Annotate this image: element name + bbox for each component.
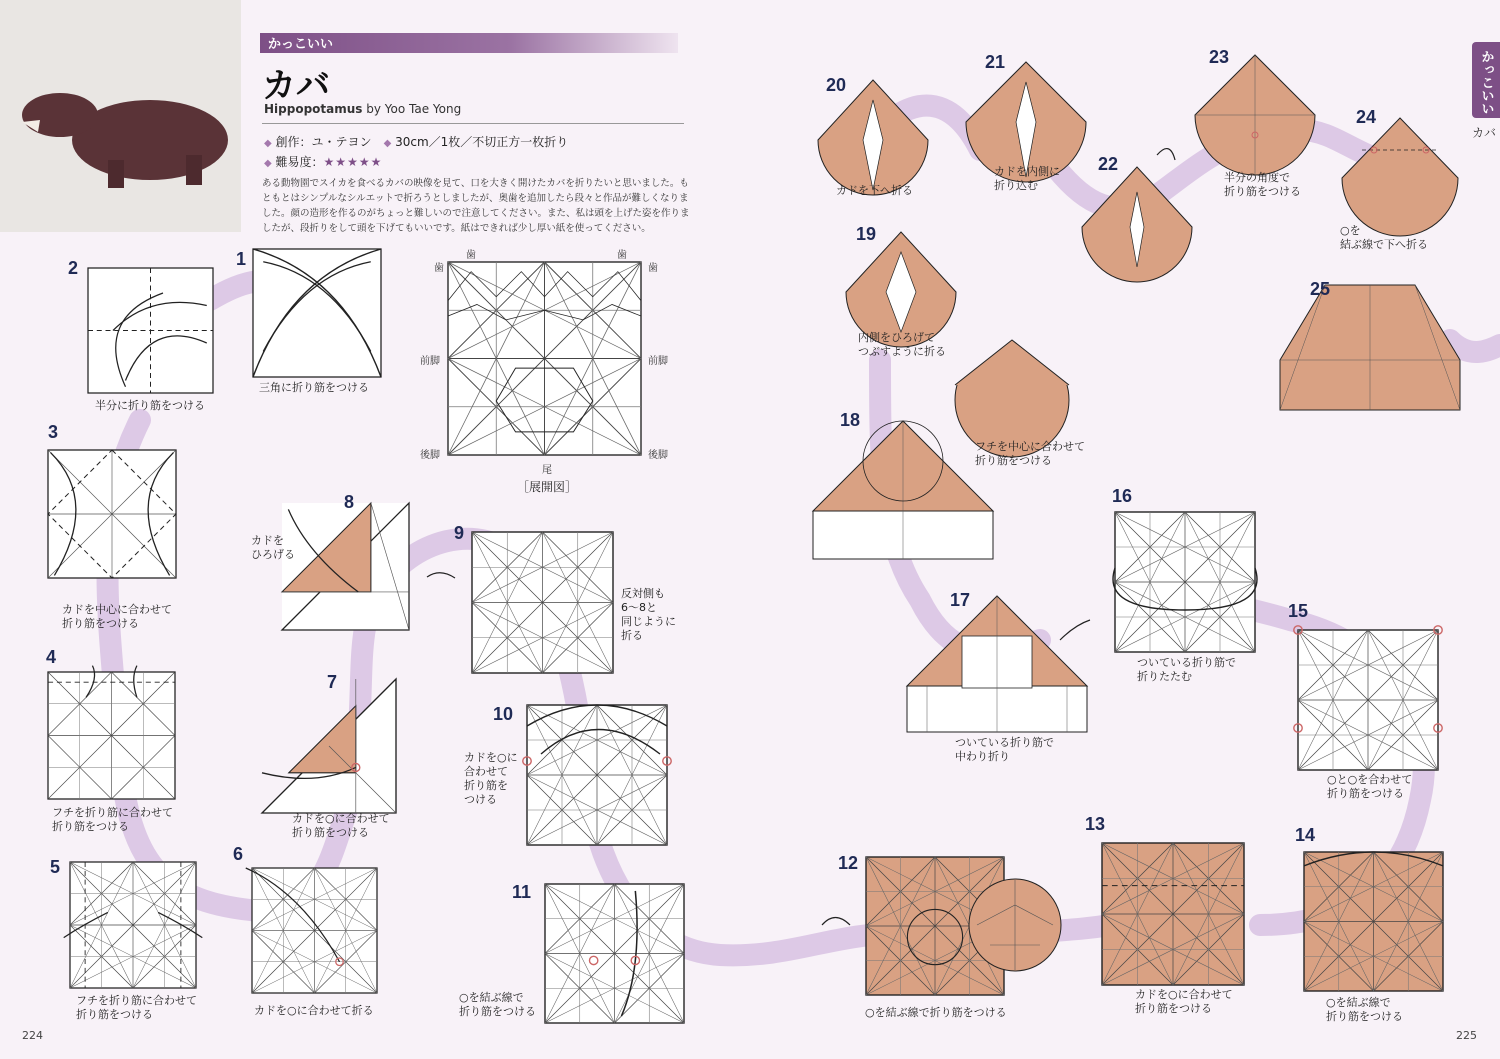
difficulty-stars: ★★★★★ <box>323 155 383 169</box>
step-21-caption: カドを内側に 折り込む <box>994 165 1060 192</box>
meta-size: 30cm／1枚／不切正方一枚折り <box>395 135 569 149</box>
step-25-number: 25 <box>1310 279 1331 299</box>
step-1-number: 1 <box>236 249 247 269</box>
step-11-caption: ○を結ぶ線で 折り筋をつける <box>459 991 536 1018</box>
step-8-number: 8 <box>344 492 355 512</box>
step-13-number: 13 <box>1085 814 1106 834</box>
step-17-caption: ついている折り筋で 中わり折り <box>955 736 1054 763</box>
subtitle-by: by Yoo Tae Yong <box>362 102 462 116</box>
step-12-number: 12 <box>838 853 859 873</box>
subtitle <box>264 102 461 116</box>
step-9-number: 9 <box>454 523 465 543</box>
step-22-number: 22 <box>1098 154 1119 174</box>
step-3-number: 3 <box>48 422 59 442</box>
step-17-number: 17 <box>950 590 971 610</box>
cp-label-teeth-3: 歯 <box>434 263 444 274</box>
meta-difficulty-label: 難易度： <box>275 155 324 169</box>
category-label: かっこいい <box>268 37 334 52</box>
step-10-number: 10 <box>493 704 514 724</box>
hippo-photo <box>0 0 241 232</box>
step-9-caption: 反対側も 6〜8と 同じように 折る <box>621 587 676 642</box>
diamond-icon: ◆ <box>264 138 272 149</box>
cp-label-hind-legs-2: 後脚 <box>648 450 668 461</box>
cp-caption: ［展開図］ <box>517 480 578 494</box>
diamond-icon: ◆ <box>264 158 272 169</box>
cp-label-front-legs-2: 前脚 <box>648 356 668 367</box>
side-label: カバ <box>1472 126 1497 140</box>
step-10-caption: カドを○に 合わせて 折り筋を つける <box>464 751 518 806</box>
side-tab <box>1472 42 1500 118</box>
cp-label-front-legs-1: 前脚 <box>420 356 440 367</box>
step-20-caption: カドを下へ折る <box>836 184 913 197</box>
step-12-caption: ○を結ぶ線で折り筋をつける <box>865 1006 1007 1019</box>
subtitle-en: Hippopotamus <box>264 102 363 116</box>
step-14-number: 14 <box>1295 825 1316 845</box>
step-4-number: 4 <box>46 647 57 667</box>
cp-label-teeth-4: 歯 <box>648 263 658 274</box>
cp-label-teeth-1: 歯 <box>466 250 476 261</box>
step-6-caption: カドを○に合わせて折る <box>254 1004 374 1017</box>
step-19-number: 19 <box>856 224 877 244</box>
step-13-caption: カドを○に合わせて 折り筋をつける <box>1135 988 1233 1015</box>
step-7-number: 7 <box>327 672 338 692</box>
category-band <box>260 33 678 53</box>
step-16-caption: ついている折り筋で 折りたたむ <box>1137 656 1236 683</box>
step-5-caption: フチを折り筋に合わせて 折り筋をつける <box>76 994 197 1021</box>
right-page <box>750 0 1500 1059</box>
step-7-caption: カドを○に合わせて 折り筋をつける <box>292 812 390 839</box>
page-number-left: 224 <box>22 1029 43 1042</box>
cp-label-teeth-2: 歯 <box>617 250 627 261</box>
step-15-caption: ○と○を合わせて 折り筋をつける <box>1327 773 1413 800</box>
divider <box>262 123 684 124</box>
page-number-right: 225 <box>1456 1029 1477 1042</box>
diamond-icon: ◆ <box>383 138 392 149</box>
step-20-number: 20 <box>826 75 847 95</box>
step-21-number: 21 <box>985 52 1006 72</box>
step-6-number: 6 <box>233 844 244 864</box>
cp-label-tail: 尾 <box>542 465 552 476</box>
side-tab-label: かっこいい <box>1478 50 1494 115</box>
intro-text: ある動物園でスイカを食べるカバの映像を見て、口を大きく開けたカバを折りたいと思いました。もともとはシンプルなシルエットで折ろうとしましたが、奥歯を追加したら段々と作品が難しくなりました。顔の造形を作るのがちょっと難しいので注意してください。また、私は頭を上げた姿を作りましたが、段折りをして頭を下げてもいいです。紙はできれば少し厚い紙を使ってください。 <box>262 178 690 234</box>
step-23-number: 23 <box>1209 47 1230 67</box>
step-5-number: 5 <box>50 857 61 877</box>
step-2-number: 2 <box>68 258 79 278</box>
meta-author: 創作：ユ・テヨン <box>275 135 372 149</box>
step-14-caption: ○を結ぶ線で 折り筋をつける <box>1326 996 1403 1023</box>
step-4-caption: フチを折り筋に合わせて 折り筋をつける <box>52 806 173 833</box>
step-15-number: 15 <box>1288 601 1309 621</box>
step-2-caption: 半分に折り筋をつける <box>95 399 205 412</box>
cp-label-hind-legs-1: 後脚 <box>420 450 440 461</box>
step-24-caption: ○を 結ぶ線で下へ折る <box>1340 224 1428 251</box>
step-24-number: 24 <box>1356 107 1377 127</box>
step-16-number: 16 <box>1112 486 1133 506</box>
step-11-number: 11 <box>512 882 532 902</box>
step-8-caption: カドを ひろげる <box>251 534 295 561</box>
step-19-caption: 内側をひろげて つぶすように折る <box>858 331 946 358</box>
step-18-caption: フチを中心に合わせて 折り筋をつける <box>975 440 1085 467</box>
step-23-caption: 半分の角度で 折り筋をつける <box>1224 171 1301 198</box>
step-18-number: 18 <box>840 410 861 430</box>
meta-info <box>264 133 568 173</box>
page-title: カバ <box>262 66 330 106</box>
step-3-caption: カドを中心に合わせて 折り筋をつける <box>62 603 172 630</box>
step-1-caption: 三角に折り筋をつける <box>259 381 369 394</box>
